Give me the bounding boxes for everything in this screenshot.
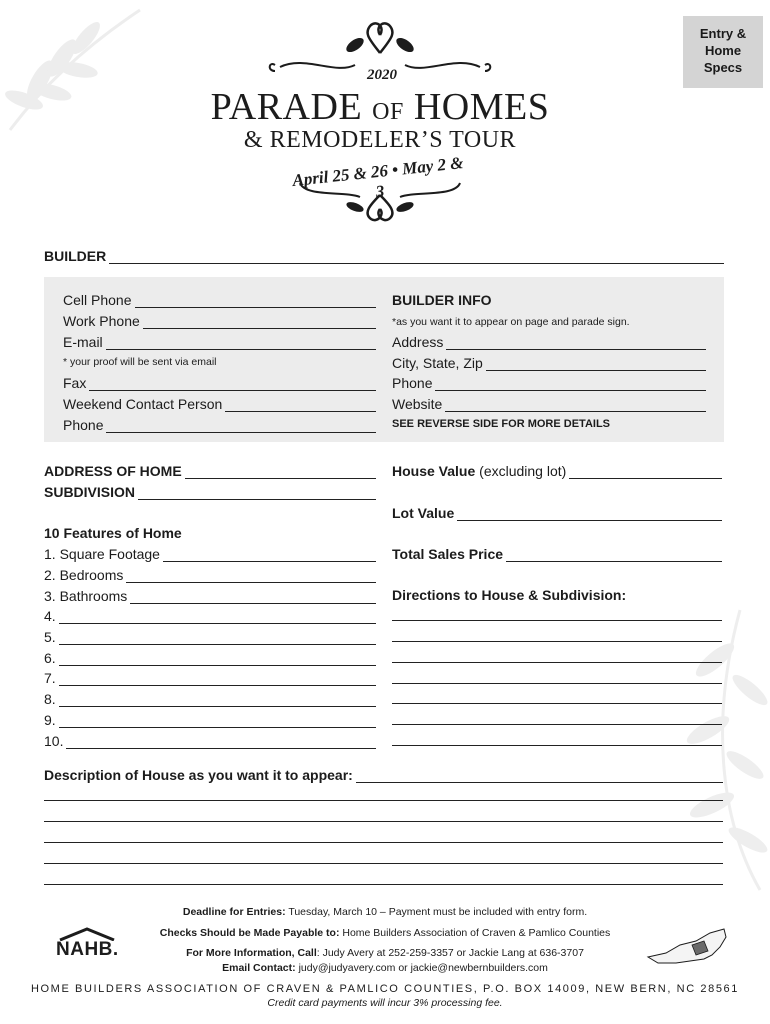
directions-line-5[interactable] — [392, 703, 722, 704]
cell-phone-blank[interactable] — [135, 296, 377, 308]
features-heading: 10 Features of Home — [44, 525, 182, 541]
leaf-watermark-right — [620, 600, 770, 900]
cell-phone-field[interactable] — [63, 292, 376, 308]
logo-year: 2020 — [367, 67, 397, 83]
directions-heading: Directions to House & Subdivision: — [392, 587, 627, 603]
builder-website-field[interactable] — [392, 396, 706, 412]
total-sales-price-label: Total Sales Price — [392, 546, 504, 562]
feature-line-2[interactable] — [44, 567, 376, 583]
builder-blank[interactable] — [109, 252, 724, 264]
description-line-5[interactable] — [44, 863, 723, 864]
work-phone-blank[interactable] — [143, 317, 376, 329]
cell-phone-label: Cell Phone — [63, 292, 132, 308]
builder-field[interactable] — [44, 248, 724, 264]
deadline-line — [0, 906, 770, 918]
directions-line-7[interactable] — [392, 745, 722, 746]
logo-title — [205, 85, 555, 129]
feature-label-10: 10. — [44, 733, 64, 749]
entry-specs-tag — [683, 16, 763, 88]
work-phone-field[interactable] — [63, 313, 376, 329]
feature-line-6[interactable] — [44, 650, 376, 666]
builder-city-field[interactable] — [392, 355, 706, 371]
house-value-label: House Value — [392, 463, 476, 479]
feature-blank-7[interactable] — [59, 674, 376, 686]
email-blank[interactable] — [106, 338, 376, 350]
tag-line-1: Entry & — [699, 26, 747, 41]
email-contact-label: Email Contact: — [222, 962, 296, 974]
feature-line-1[interactable] — [44, 546, 376, 562]
nahb-logo-text: NAHB. — [56, 939, 119, 960]
builder-address-label: Address — [392, 334, 444, 350]
fax-blank[interactable] — [89, 379, 376, 391]
builder-website-label: Website — [392, 396, 443, 412]
phone-blank[interactable] — [106, 421, 376, 433]
feature-label-3: 3. Bathrooms — [44, 588, 128, 604]
feature-blank-3[interactable] — [130, 592, 376, 604]
directions-line-3[interactable] — [392, 662, 722, 663]
logo-subtitle: & REMODELER’S TOUR — [243, 127, 517, 153]
phone-label: Phone — [63, 417, 104, 433]
checks-label: Checks Should be Made Payable to: — [159, 927, 340, 939]
feature-blank-8[interactable] — [59, 695, 376, 707]
feature-label-9: 9. — [44, 712, 56, 728]
feature-blank-5[interactable] — [59, 633, 376, 645]
feature-label-7: 7. — [44, 670, 56, 686]
feature-label-6: 6. — [44, 650, 56, 666]
feature-label-2: 2. Bedrooms — [44, 567, 124, 583]
leaf-watermark-left — [0, 0, 150, 140]
description-blank[interactable] — [356, 771, 723, 783]
builder-info-note: *as you want it to appear on page and parade sign. — [392, 316, 630, 328]
feature-line-7[interactable] — [44, 670, 376, 686]
builder-website-blank[interactable] — [445, 400, 706, 412]
email-note: * your proof will be sent via email — [63, 356, 217, 368]
builder-address-blank[interactable] — [446, 338, 706, 350]
reverse-side-note: SEE REVERSE SIDE FOR MORE DETAILS — [392, 418, 610, 430]
feature-blank-2[interactable] — [126, 571, 376, 583]
tag-line-2: Home — [704, 43, 742, 58]
house-value-field[interactable] — [392, 463, 722, 479]
subdivision-blank[interactable] — [138, 488, 376, 500]
email-field[interactable] — [63, 334, 376, 350]
logo-title-parade: PARADE — [210, 86, 363, 128]
feature-blank-10[interactable] — [66, 737, 376, 749]
builder-phone-blank[interactable] — [435, 379, 706, 391]
builder-label: BUILDER — [44, 248, 107, 264]
info-text: : Judy Avery at 252-259-3357 or Jackie Lang at 636-3707 — [316, 947, 584, 959]
builder-city-label: City, State, Zip — [392, 355, 483, 371]
feature-blank-6[interactable] — [59, 654, 376, 666]
north-carolina-map-icon — [646, 921, 728, 967]
logo-title-of: OF — [372, 99, 404, 125]
description-line-3[interactable] — [44, 821, 723, 822]
feature-line-5[interactable] — [44, 629, 376, 645]
feature-line-10[interactable] — [44, 733, 376, 749]
description-field[interactable] — [44, 767, 723, 783]
builder-city-blank[interactable] — [486, 359, 706, 371]
association-line: HOME BUILDERS ASSOCIATION OF CRAVEN & PAMLICO COUNTIES, P.O. BOX 14009, NEW BERN, NC 28561 — [30, 983, 739, 995]
address-of-home-label: ADDRESS OF HOME — [44, 463, 182, 479]
description-line-6[interactable] — [44, 884, 723, 885]
feature-label-8: 8. — [44, 691, 56, 707]
subdivision-label: SUBDIVISION — [44, 484, 136, 500]
builder-address-field[interactable] — [392, 334, 706, 350]
builder-phone-field[interactable] — [392, 375, 706, 391]
logo-dates: April 25 & 26 • May 2 & 3 — [291, 153, 465, 202]
nahb-logo — [56, 927, 118, 963]
description-label: Description of House as you want it to appear: — [44, 767, 353, 783]
description-line-4[interactable] — [44, 842, 723, 843]
email-label: E-mail — [63, 334, 103, 350]
weekend-contact-blank[interactable] — [225, 400, 376, 412]
directions-line-6[interactable] — [392, 724, 722, 725]
directions-line-4[interactable] — [392, 683, 722, 684]
checks-text: Home Builders Association of Craven & Pamlico Counties — [342, 927, 611, 939]
address-of-home-field[interactable] — [44, 463, 376, 479]
weekend-contact-label: Weekend Contact Person — [63, 396, 223, 412]
lot-value-field[interactable] — [392, 505, 722, 521]
feature-blank-4[interactable] — [59, 612, 376, 624]
parade-of-homes-logo — [205, 15, 555, 230]
feature-blank-1[interactable] — [163, 550, 376, 562]
feature-label-1: 1. Square Footage — [44, 546, 160, 562]
phone-field[interactable] — [63, 417, 376, 433]
logo-title-homes: HOMES — [413, 86, 550, 128]
address-of-home-blank[interactable] — [185, 467, 376, 479]
lot-value-blank[interactable] — [457, 509, 722, 521]
deadline-label: Deadline for Entries: — [182, 906, 286, 918]
deadline-text: Tuesday, March 10 – Payment must be included with entry form. — [288, 906, 588, 918]
feature-line-3[interactable] — [44, 588, 376, 604]
email-contact-text: judy@judyavery.com or jackie@newbernbuilders.com — [298, 962, 548, 974]
feature-label-4: 4. — [44, 608, 56, 624]
feature-line-8[interactable] — [44, 691, 376, 707]
feature-line-9[interactable] — [44, 712, 376, 728]
fax-label: Fax — [63, 375, 87, 391]
directions-line-1[interactable] — [392, 620, 722, 621]
directions-line-2[interactable] — [392, 641, 722, 642]
total-sales-price-field[interactable] — [392, 546, 722, 562]
feature-blank-9[interactable] — [59, 716, 376, 728]
feature-line-4[interactable] — [44, 608, 376, 624]
builder-phone-label: Phone — [392, 375, 433, 391]
subdivision-field[interactable] — [44, 484, 376, 500]
work-phone-label: Work Phone — [63, 313, 140, 329]
description-line-2[interactable] — [44, 800, 723, 801]
house-value-note: (excluding lot) — [479, 463, 567, 479]
total-sales-price-blank[interactable] — [506, 550, 722, 562]
credit-card-note: Credit card payments will incur 3% processing fee. — [267, 997, 503, 1009]
house-value-blank[interactable] — [569, 467, 722, 479]
feature-label-5: 5. — [44, 629, 56, 645]
fax-field[interactable] — [63, 375, 376, 391]
weekend-contact-field[interactable] — [63, 396, 376, 412]
builder-info-heading: BUILDER INFO — [392, 292, 492, 308]
info-label: For More Information, Call — [186, 947, 317, 959]
tag-line-3: Specs — [703, 60, 743, 75]
lot-value-label: Lot Value — [392, 505, 455, 521]
